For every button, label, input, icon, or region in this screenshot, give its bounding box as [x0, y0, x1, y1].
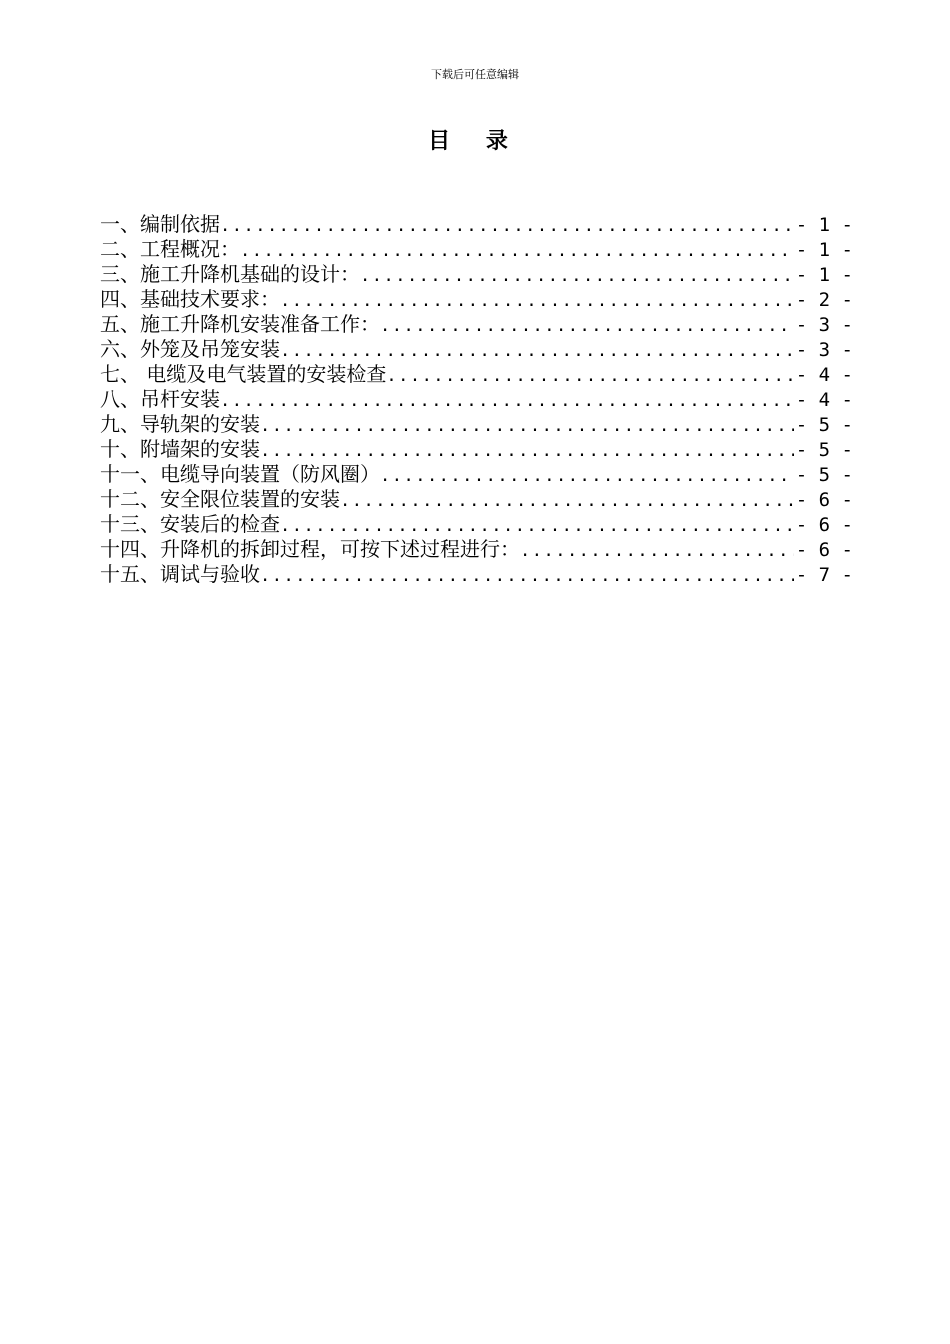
toc-entry[interactable]: [100, 512, 853, 537]
toc-entry[interactable]: [100, 387, 853, 412]
toc-leader-dots: [260, 414, 794, 437]
toc-entry-page: - 4 -: [795, 389, 853, 411]
toc-entry[interactable]: [100, 337, 853, 362]
toc-entry[interactable]: [100, 287, 853, 312]
toc-leader-dots: [386, 364, 793, 387]
toc-entry[interactable]: [100, 262, 853, 287]
toc-entry[interactable]: [100, 362, 853, 387]
toc-leader-dots: [220, 214, 794, 237]
toc-entry[interactable]: [100, 412, 853, 437]
toc-entry-label: 十三、安装后的检查: [100, 512, 280, 536]
toc-leader-dots: [380, 314, 794, 337]
toc-entry-page: - 1 -: [795, 239, 853, 261]
header-note: 下载后可任意编辑: [431, 68, 519, 81]
page-title: 目 录: [428, 128, 522, 154]
toc-entry-page: - 6 -: [795, 489, 853, 511]
toc-entry[interactable]: [100, 537, 853, 562]
toc-leader-dots: [280, 289, 794, 312]
toc-entry[interactable]: [100, 212, 853, 237]
toc-entry-label: 九、导轨架的安装: [100, 412, 260, 436]
toc-leader-dots: [360, 264, 794, 287]
toc-leader-dots: [340, 489, 794, 512]
toc-entry-page: - 2 -: [795, 289, 853, 311]
toc-leader-dots: [280, 514, 794, 537]
toc-leader-dots: [380, 464, 794, 487]
toc-leader-dots: [280, 339, 794, 362]
toc-leader-dots: [520, 539, 794, 562]
toc-entry[interactable]: [100, 312, 853, 337]
toc-entry-page: - 4 -: [795, 364, 853, 386]
toc-entry-page: - 3 -: [795, 339, 853, 361]
toc-entry-label: 三、施工升降机基础的设计：: [100, 262, 360, 286]
toc-entry[interactable]: [100, 437, 853, 462]
toc-entry-label: 四、基础技术要求：: [100, 287, 280, 311]
toc-entry-page: - 5 -: [795, 439, 853, 461]
toc-entry-page: - 1 -: [795, 264, 853, 286]
toc-entry-label: 二、工程概况：: [100, 237, 240, 261]
toc-entry-label: 十一、电缆导向装置（防风圈）: [100, 462, 380, 486]
toc-leader-dots: [260, 564, 794, 587]
toc-entry-page: - 6 -: [795, 539, 853, 561]
toc-entry-label: 一、编制依据: [100, 212, 220, 236]
toc-leader-dots: [260, 439, 794, 462]
toc-entry-page: - 1 -: [795, 214, 853, 236]
toc-entry-label: 十五、调试与验收: [100, 562, 260, 586]
toc-entry-page: - 5 -: [795, 464, 853, 486]
toc-entry-label: 十、附墙架的安装: [100, 437, 260, 461]
toc-entry-page: - 3 -: [795, 314, 853, 336]
toc-entry[interactable]: [100, 487, 853, 512]
toc-entry-page: - 7 -: [795, 564, 853, 586]
toc-entry-label: 七、 电缆及电气装置的安装检查: [100, 362, 387, 386]
toc-entry-page: - 5 -: [795, 414, 853, 436]
toc-entry-page: - 6 -: [795, 514, 853, 536]
toc-entry-label: 十四、升降机的拆卸过程，可按下述过程进行：: [100, 537, 520, 561]
toc-entry-label: 八、吊杆安装: [100, 387, 220, 411]
toc-entry-label: 五、施工升降机安装准备工作：: [100, 312, 380, 336]
toc-entry-label: 六、外笼及吊笼安装: [100, 337, 280, 361]
toc-leader-dots: [240, 239, 794, 262]
toc-leader-dots: [220, 389, 794, 412]
toc-entry[interactable]: [100, 562, 853, 587]
table-of-contents: [100, 212, 853, 587]
toc-entry[interactable]: [100, 462, 853, 487]
toc-entry[interactable]: [100, 237, 853, 262]
toc-entry-label: 十二、安全限位装置的安装: [100, 487, 340, 511]
